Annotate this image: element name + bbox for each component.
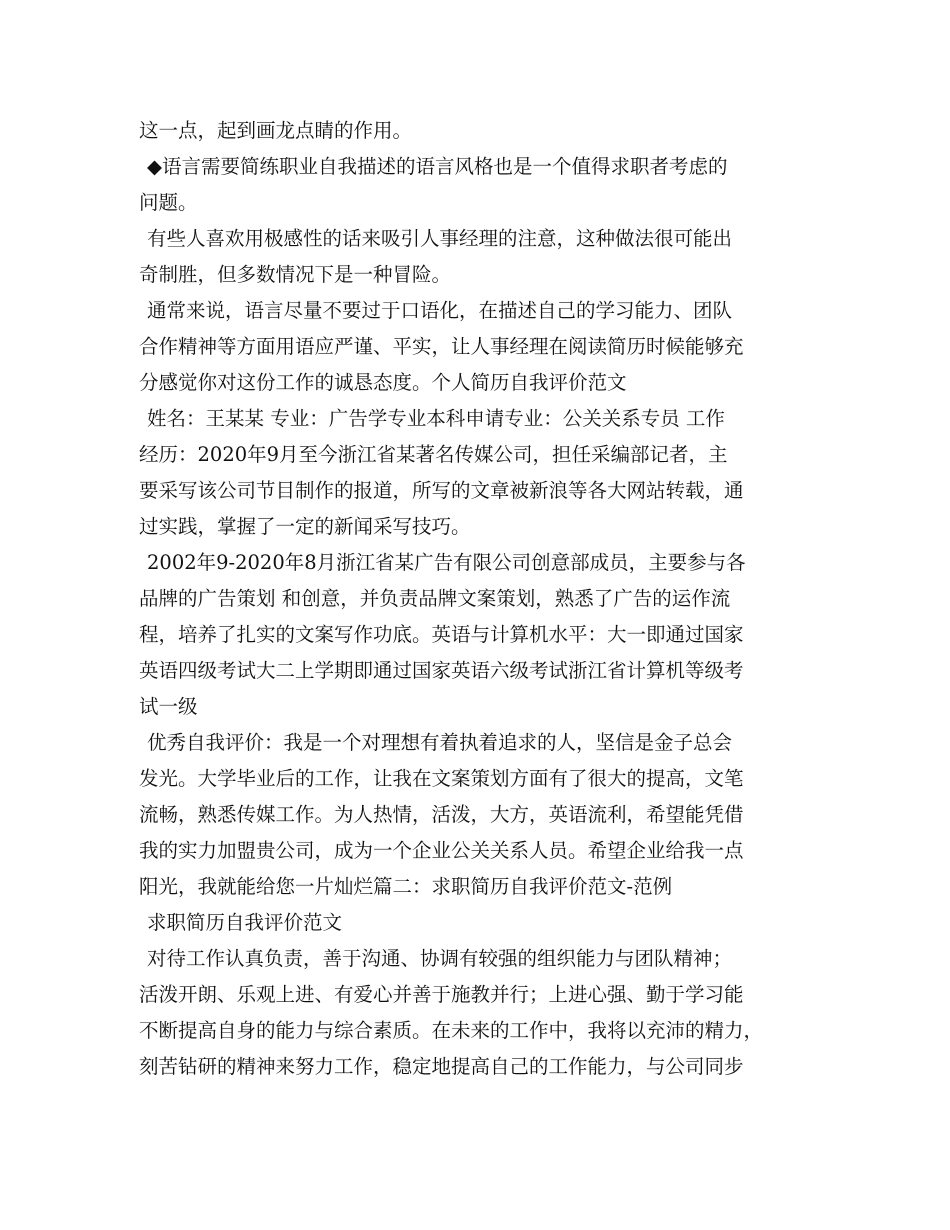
text-line: 发光。大学毕业后的工作，让我在文案策划方面有了很大的提高，文笔 <box>139 767 744 790</box>
text-line: 奇制胜，但多数情况下是一种冒险。 <box>139 263 452 286</box>
text-line: 不断提高自身的能力与综合素质。在未来的工作中，我将以充沛的精力， <box>139 1019 764 1042</box>
text-line: 经历：2020年9月至今浙江省某著名传媒公司，担任采编部记者，主 <box>139 443 728 466</box>
document-body <box>139 113 829 1085</box>
text-line: 优秀自我评价：我是一个对理想有着执着追求的人，坚信是金子总会 <box>147 731 733 754</box>
text-line: 阳光，我就能给您一片灿烂篇二：求职简历自我评价范文-范例 <box>139 875 673 898</box>
text-line: 试一级 <box>139 695 198 718</box>
text-line: 通常来说，语言尽量不要过于口语化，在描述自己的学习能力、团队 <box>147 299 733 322</box>
text-line: 求职简历自我评价范文 <box>147 911 343 934</box>
text-line: 要采写该公司节目制作的报道，所写的文章被新浪等各大网站转载，通 <box>139 479 744 502</box>
text-line: ◆语言需要简练职业自我描述的语言风格也是一个值得求职者考虑的 <box>147 155 728 178</box>
text-line: 流畅，熟悉传媒工作。为人热情，活泼，大方，英语流利，希望能凭借 <box>139 803 744 826</box>
text-line: 姓名：王某某 专业：广告学专业本科申请专业：公关关系专员 工作 <box>147 407 725 430</box>
text-line: 我的实力加盟贵公司，成为一个企业公关关系人员。希望企业给我一点 <box>139 839 744 862</box>
text-line: 活泼开朗、乐观上进、有爱心并善于施教并行；上进心强、勤于学习能 <box>139 983 744 1006</box>
text-line: 这一点，起到画龙点睛的作用。 <box>139 119 413 142</box>
text-line: 品牌的广告策划 和创意，并负责品牌文案策划，熟悉了广告的运作流 <box>139 587 731 610</box>
text-line: 问题。 <box>139 191 198 214</box>
text-line: 程，培养了扎实的文案写作功底。英语与计算机水平：大一即通过国家 <box>139 623 744 646</box>
text-line: 英语四级考试大二上学期即通过国家英语六级考试浙江省计算机等级考 <box>139 659 744 682</box>
text-line: 过实践，掌握了一定的新闻采写技巧。 <box>139 515 471 538</box>
text-line: 2002年9-2020年8月浙江省某广告有限公司创意部成员，主要参与各 <box>147 551 746 574</box>
text-line: 分感觉你对这份工作的诚恳态度。个人简历自我评价范文 <box>139 371 627 394</box>
text-line: 有些人喜欢用极感性的话来吸引人事经理的注意，这种做法很可能出 <box>147 227 733 250</box>
text-line: 刻苦钻研的精神来努力工作，稳定地提高自己的工作能力，与公司同步 <box>139 1055 744 1078</box>
text-line: 对待工作认真负责，善于沟通、协调有较强的组织能力与团队精神； <box>147 947 733 970</box>
text-line: 合作精神等方面用语应严谨、平实，让人事经理在阅读简历时候能够充 <box>139 335 744 358</box>
